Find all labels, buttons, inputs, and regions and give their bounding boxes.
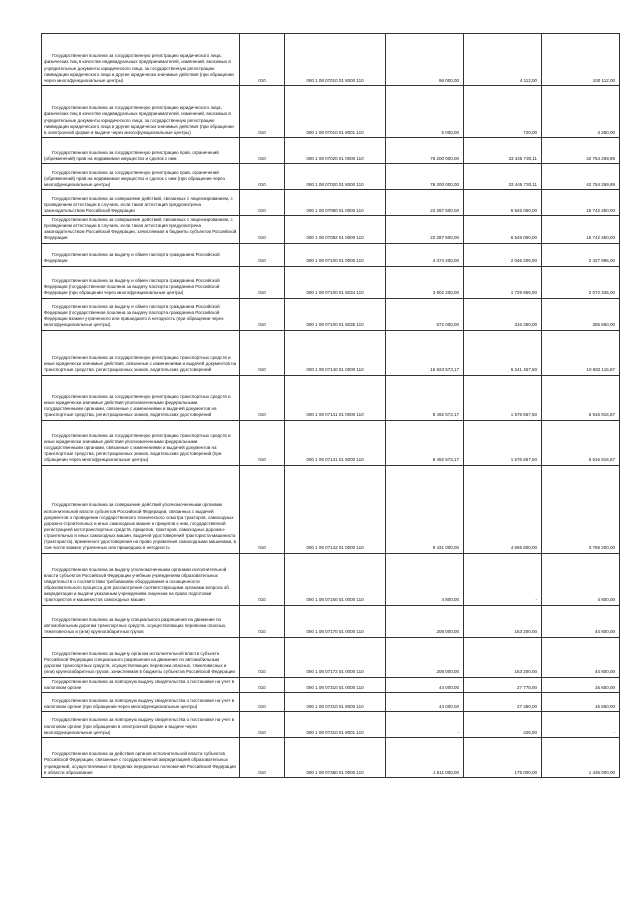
row-plan: 22 287 500,00	[386, 190, 464, 216]
row-code: 010	[240, 465, 285, 553]
row-name: Государственная пошлина за повторную выдачу свидетельства о постановке на учет в налоговом органе (при обращении в электронной форме и выдаче через многофункциональные центры)	[42, 711, 240, 737]
row-plan: 4 474 200,00	[386, 243, 464, 266]
table-row	[42, 298, 620, 330]
row-plan: 8 431 000,00	[386, 465, 464, 553]
row-kbk: 000 1 08 07172 01 0000 110	[285, 637, 386, 677]
row-kbk: 000 1 08 07020 01 8000 110	[285, 164, 386, 190]
row-rest: 6 916 915,67	[542, 375, 620, 420]
row-code: 010	[240, 677, 285, 692]
row-code: 010	[240, 692, 285, 711]
row-name: Государственная пошлина за государственную регистрацию транспортных средств и иные юридически значимые действия уполномоченными федеральными государственными органами, связанные с изменениями и выдачей документов на транспортные средства, регистрационных знаков, водительских удостоверений (при обращении через многофункциональные центры)	[42, 420, 240, 465]
table-row	[42, 86, 620, 138]
table-row	[42, 243, 620, 266]
table-row	[42, 637, 620, 677]
row-done: 2 046 205,00	[464, 243, 542, 266]
row-name: Государственная пошлина за действия органов исполнительной власти субъектов Российской Федерации, связанные с государственной аккредитацией образовательных учреждений, осуществляемые в пределах переданных полномочий Российской Федерации в области образования	[42, 737, 240, 777]
row-kbk: 000 1 08 07100 01 8034 110	[285, 266, 386, 298]
row-plan: 76 200 000,00	[386, 138, 464, 164]
row-code: 010	[240, 737, 285, 777]
row-done: -	[464, 553, 542, 605]
row-name: Государственная пошлина за совершение действий, связанных с лицензированием, с проведением аттестации в случаях, если такая аттестация предусмотрена законодательством Российской Федерации	[42, 190, 240, 216]
row-rest: 15 742 450,00	[542, 216, 620, 244]
row-plan: 1 611 000,00	[386, 737, 464, 777]
row-name: Государственная пошлина за совершение действий, связанных с лицензированием, с проведением аттестации в случаях, если такая аттестация предусмотрена законодательством Российской Федерации, зачисляемая в бюджеты субъектов Российской Федерации	[42, 216, 240, 244]
row-done: 1 729 855,00	[464, 266, 542, 298]
table-row	[42, 375, 620, 420]
row-rest: 355 650,00	[542, 298, 620, 330]
row-done: 1 576 657,50	[464, 420, 542, 465]
row-plan: 8 492 573,17	[386, 375, 464, 420]
row-name: Государственная пошлина за выдачу уполномоченными органами исполнительной власти субъектов Российской Федерации учебным учреждениям образовательных свидетельств о соответствии требованиям оборудования и оснащенности образовательного процесса для рассмотрения соответствующими органами вопроса об аккредитации и выдачи указанным учреждениям лицензии на право подготовки трактористов и машинистов самоходных машин	[42, 553, 240, 605]
row-code: 010	[240, 216, 285, 244]
row-code: 010	[240, 190, 285, 216]
row-kbk: 000 1 08 07310 01 8001 110	[285, 711, 386, 737]
row-done: 163 200,00	[464, 637, 542, 677]
row-name: Государственная пошлина за выдачу и обмен паспорта гражданина Российской Федерации	[42, 243, 240, 266]
row-code: 010	[240, 298, 285, 330]
row-name: Государственная пошлина за выдачу и обмен паспорта гражданина Российской Федерации (государственная пошлина за выдачу паспорта гражданина Российской Федерации (при обращении через многофункциональные центры)	[42, 266, 240, 298]
row-rest: 2 072 345,00	[542, 266, 620, 298]
row-plan: 4 800,00	[386, 553, 464, 605]
table-row	[42, 164, 620, 190]
row-rest: 42 754 269,89	[542, 164, 620, 190]
row-plan: 208 000,00	[386, 605, 464, 637]
row-rest: 100 112,00	[542, 34, 620, 86]
row-name: Государственная пошлина за государственную регистрацию транспортных средств и иные юридически значимые действия, связанные с изменениями и выдачей документов на транспортные средства, регистрационных знаков, водительских удостоверений	[42, 330, 240, 375]
row-name: Государственная пошлина за государственную регистрацию транспортных средств и иные юридически значимые действия уполномоченными федеральными государственными органами, связанные с изменениями и выдачей документов на транспортные средства, регистрационных знаков, водительских удостоверений	[42, 375, 240, 420]
row-rest: 10 682 115,67	[542, 330, 620, 375]
row-plan: 44 000,00	[386, 677, 464, 692]
row-name: Государственная пошлина за выдачу и обмен паспорта гражданина Российской Федерации (государственная пошлина за выдачу паспорта гражданина Российской Федерации взамен утраченного или пришедшего в негодность (при обращении через многофункциональные центры)	[42, 298, 240, 330]
row-rest: 15 742 450,00	[542, 190, 620, 216]
row-kbk: 000 1 08 07141 01 8000 110	[285, 420, 386, 465]
row-kbk: 000 1 08 07170 01 0000 110	[285, 605, 386, 637]
row-name: Государственная пошлина за выдачу органом исполнительной власти субъекта Российской Федерации специального разрешения на движение по автомобильным дорогам транспортных средств, осуществляющих перевозки опасных, тяжеловесных и (или) крупногабаритных грузов, зачисляемая в бюджеты субъектов Российской Федерации	[42, 637, 240, 677]
row-kbk: 000 1 08 07100 01 0000 110	[285, 243, 386, 266]
table-row	[42, 190, 620, 216]
row-done: 425,00	[464, 711, 542, 737]
row-name: Государственная пошлина за повторную выдачу свидетельства о постановке на учет в налоговом органе	[42, 677, 240, 692]
row-done: 33 445 730,11	[464, 138, 542, 164]
table-row	[42, 677, 620, 692]
table-row	[42, 420, 620, 465]
row-code: 010	[240, 553, 285, 605]
table-row	[42, 711, 620, 737]
table-row	[42, 34, 620, 86]
row-name: Государственная пошлина за государственную регистрацию прав, ограничений (обременений) прав на недвижимое имущество и сделок с ним	[42, 138, 240, 164]
row-done: 6 545 050,00	[464, 190, 542, 216]
row-rest: -	[542, 711, 620, 737]
row-name: Государственная пошлина за повторную выдачу свидетельства о постановке на учет в налоговом органе (при обращении через многофункциональные центры)	[42, 692, 240, 711]
row-kbk: 000 1 08 07380 01 0000 110	[285, 737, 386, 777]
table-body	[42, 34, 620, 778]
row-code: 010	[240, 34, 285, 86]
row-name: Государственная пошлина за государственную регистрацию юридического лица, физических лиц в качестве индивидуальных предпринимателей, изменений, вносимых в учредительные документы юридического лица, за государственную регистрацию ликвидации юридического лица и другие юридически значимые действия (при обращении через многофункциональные центры)	[42, 34, 240, 86]
table-row	[42, 330, 620, 375]
row-rest: 4 800,00	[542, 553, 620, 605]
table-row	[42, 216, 620, 244]
row-done: 175 000,00	[464, 737, 542, 777]
row-rest: 3 765 200,00	[542, 465, 620, 553]
row-code: 010	[240, 711, 285, 737]
row-kbk: 000 1 08 07010 01 8001 110	[285, 86, 386, 138]
row-kbk: 000 1 08 07080 01 0000 110	[285, 190, 386, 216]
row-done: 720,00	[464, 86, 542, 138]
row-done: 6 241 457,50	[464, 330, 542, 375]
row-code: 010	[240, 420, 285, 465]
table-row	[42, 266, 620, 298]
row-done: 33 445 730,11	[464, 164, 542, 190]
table-row	[42, 737, 620, 777]
row-done: 27 775,00	[464, 677, 542, 692]
row-code: 010	[240, 164, 285, 190]
table-row	[42, 553, 620, 605]
row-rest: 44 800,00	[542, 637, 620, 677]
row-done: 316 350,00	[464, 298, 542, 330]
row-name: Государственная пошлина за совершение действий уполномоченными органами исполнительной власти субъектов Российской Федерации, связанных с выдачей документов о проведении государственного технического осмотра тракторов, самоходных дорожно-строительных и иных самоходных машин и прицепов к ним, государственной регистрацией мототранспортных средств, прицепов, тракторов, самоходных дорожно-строительных и иных самоходных машин, выдачей удостоверений тракториста-машиниста (тракториста), временного удостоверения на право управления самоходными машинами, в том числе взамен утраченных или пришедших в негодность	[42, 465, 240, 553]
row-name: Государственная пошлина за государственную регистрацию прав, ограничений (обременений) прав на недвижимое имущество и сделок с ним (при обращении через многофункциональные центры)	[42, 164, 240, 190]
row-done: 4 112,00	[464, 34, 542, 86]
row-name: Государственная пошлина за выдачу специального разрешения на движение по автомобильным дорогам транспортных средств, осуществляющих перевозки опасных, тяжеловесных и (или) крупногабаритных грузов	[42, 605, 240, 637]
row-rest: 4 280,00	[542, 86, 620, 138]
row-rest: 42 754 269,89	[542, 138, 620, 164]
row-rest: 6 916 915,67	[542, 420, 620, 465]
row-done: 27 350,00	[464, 692, 542, 711]
row-plan: 5 000,00	[386, 86, 464, 138]
row-plan: 96 000,00	[386, 34, 464, 86]
row-code: 010	[240, 375, 285, 420]
row-plan: -	[386, 711, 464, 737]
row-rest: 16 650,00	[542, 677, 620, 692]
row-plan: 76 200 000,00	[386, 164, 464, 190]
row-name: Государственная пошлина за государственную регистрацию юридического лица, физических лиц в качестве индивидуальных предпринимателей, изменений, вносимых в учредительные документы юридического лица, за государственную регистрацию ликвидации юридического лица и другие юридически значимые действия (при обращении в электронной форме и выдаче через многофункциональные центры)	[42, 86, 240, 138]
row-kbk: 000 1 08 07020 01 0000 110	[285, 138, 386, 164]
row-plan: 8 492 573,17	[386, 420, 464, 465]
row-kbk: 000 1 08 07310 01 0000 110	[285, 677, 386, 692]
row-done: 163 200,00	[464, 605, 542, 637]
row-code: 010	[240, 637, 285, 677]
row-code: 010	[240, 86, 285, 138]
row-plan: 208 000,00	[386, 637, 464, 677]
row-done: 1 576 657,50	[464, 375, 542, 420]
row-rest: 2 427 995,00	[542, 243, 620, 266]
table-row	[42, 138, 620, 164]
table-row	[42, 692, 620, 711]
row-kbk: 000 1 08 07160 01 0000 110	[285, 553, 386, 605]
row-code: 010	[240, 330, 285, 375]
row-kbk: 000 1 08 07310 01 8000 110	[285, 692, 386, 711]
row-rest: 16 650,00	[542, 692, 620, 711]
row-plan: 44 000,00	[386, 692, 464, 711]
row-code: 010	[240, 266, 285, 298]
row-kbk: 000 1 08 07140 01 0000 110	[285, 330, 386, 375]
row-plan: 672 000,00	[386, 298, 464, 330]
row-kbk: 000 1 08 07142 01 0000 110	[285, 465, 386, 553]
revenue-table	[41, 33, 615, 778]
row-rest: 44 800,00	[542, 605, 620, 637]
table-row	[42, 605, 620, 637]
row-kbk: 000 1 08 07141 01 0000 110	[285, 375, 386, 420]
row-plan: 16 923 573,17	[386, 330, 464, 375]
row-rest: 1 436 000,00	[542, 737, 620, 777]
row-code: 010	[240, 243, 285, 266]
row-plan: 22 287 500,00	[386, 216, 464, 244]
row-plan: 3 802 200,00	[386, 266, 464, 298]
row-code: 010	[240, 138, 285, 164]
row-done: 6 545 050,00	[464, 216, 542, 244]
row-kbk: 000 1 08 07082 01 0000 110	[285, 216, 386, 244]
table-row	[42, 465, 620, 553]
row-kbk: 000 1 08 07100 01 8035 110	[285, 298, 386, 330]
row-kbk: 000 1 08 07010 01 8000 110	[285, 34, 386, 86]
row-done: 4 665 800,00	[464, 465, 542, 553]
row-code: 010	[240, 605, 285, 637]
